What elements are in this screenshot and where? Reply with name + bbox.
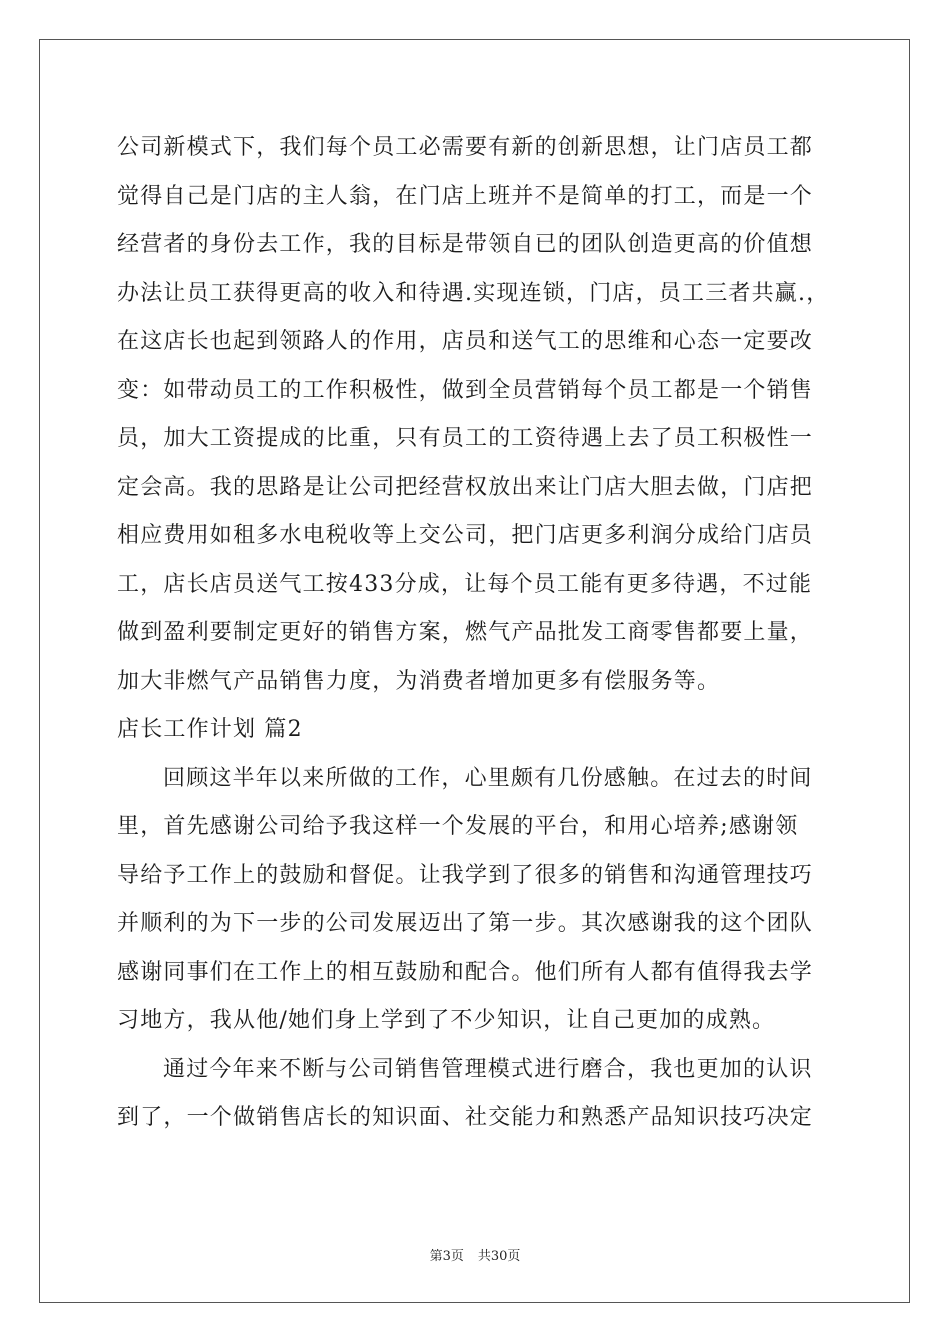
page-footer [0, 1248, 950, 1266]
text-line: 感谢同事们在工作上的相互鼓励和配合。他们所有人都有值得我去学 [117, 959, 814, 985]
text-line: 相应费用如租多水电税收等上交公司，把门店更多利润分成给门店员 [117, 523, 814, 548]
text-line: 公司新模式下，我们每个员工必需要有新的创新思想，让门店员工都 [117, 135, 814, 160]
text-line: 回顾这半年以来所做的工作，心里颇有几份感触。在过去的时间 [163, 765, 813, 791]
text-line: 到了，一个做销售店长的知识面、社交能力和熟悉产品知识技巧决定 [117, 1105, 814, 1130]
text-line: 定会高。我的思路是让公司把经营权放出来让门店大胆去做，门店把 [117, 474, 814, 500]
document-body [117, 124, 837, 1143]
text-line: 变：如带动员工的工作积极性，做到全员营销每个员工都是一个销售 [117, 377, 814, 403]
text-line: 里，首先感谢公司给予我这样一个发展的平台，和用心培养;感谢领 [117, 814, 799, 839]
text-line: 办法让员工获得更高的收入和待遇.实现连锁，门店，员工三者共赢.， [117, 280, 830, 306]
section-heading: 店长工作计划 篇2 [117, 717, 303, 742]
text-line: 并顺利的为下一步的公司发展迈出了第一步。其次感谢我的这个团队 [117, 911, 814, 936]
text-line: 做到盈利要制定更好的销售方案，燃气产品批发工商零售都要上量， [117, 620, 814, 645]
text-line: 工，店长店员送气工按433分成，让每个员工能有更多待遇，不过能 [117, 571, 813, 597]
text-line: 习地方，我从他/她们身上学到了不少知识，让自己更加的成熟。 [117, 1008, 776, 1033]
text-line: 导给予工作上的鼓励和督促。让我学到了很多的销售和沟通管理技巧 [117, 862, 814, 888]
text-line: 通过今年来不断与公司销售管理模式进行磨合，我也更加的认识 [163, 1056, 813, 1082]
page-total: 共30页 [477, 1249, 521, 1264]
text-line: 在这店长也起到领路人的作用，店员和送气工的思维和心态一定要改 [117, 329, 814, 354]
page-number: 第3页 [429, 1249, 464, 1264]
text-line: 加大非燃气产品销售力度，为消费者增加更多有偿服务等。 [117, 668, 721, 694]
text-line: 经营者的身份去工作，我的目标是带领自已的团队创造更高的价值想 [117, 232, 814, 257]
text-line: 员，加大工资提成的比重，只有员工的工资待遇上去了员工积极性一 [117, 426, 814, 451]
text-line: 觉得自己是门店的主人翁，在门店上班并不是简单的打工，而是一个 [117, 183, 814, 209]
